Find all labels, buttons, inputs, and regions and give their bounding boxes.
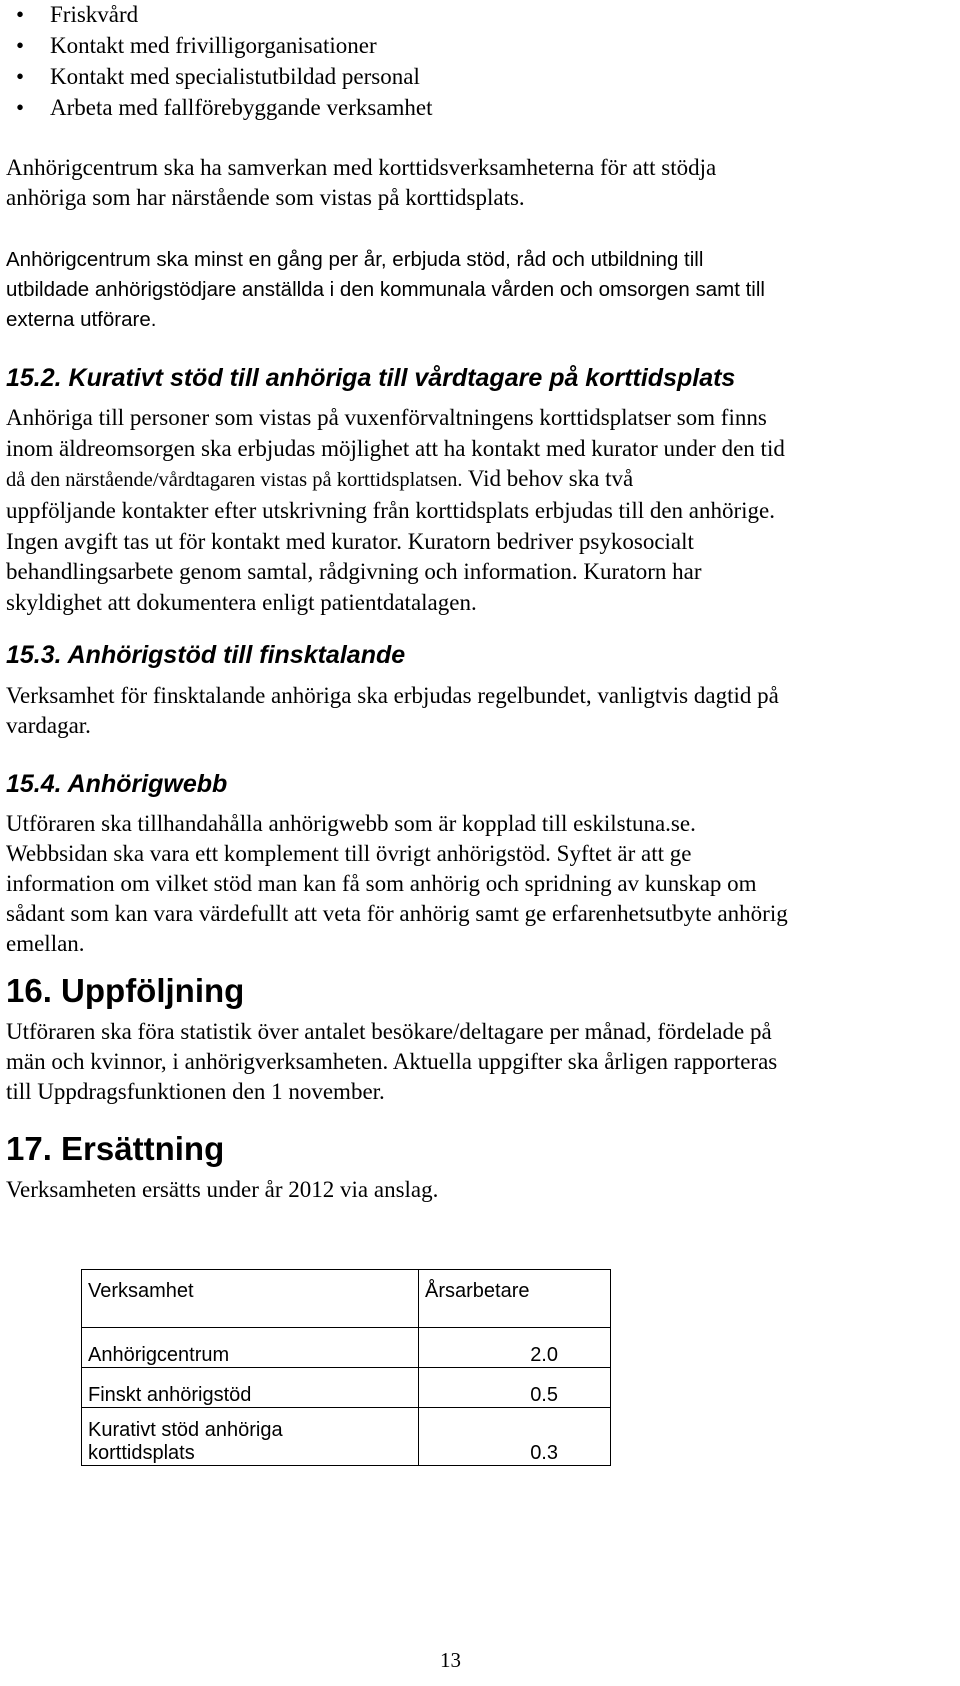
page-number: 13: [440, 1648, 461, 1672]
bullet-icon: •: [16, 2, 25, 27]
list-item: • Friskvård: [50, 0, 138, 30]
table-header-cell: Årsarbetare: [419, 1270, 611, 1328]
section-heading-15-2: 15.2. Kurativt stöd till anhöriga till vårdtagare på korttidsplats: [6, 364, 736, 392]
section-heading-16: 16. Uppföljning: [6, 972, 245, 1009]
table-cell-name: Kurativt stöd anhöriga korttidsplats: [82, 1408, 419, 1466]
table-cell-value: 0.5: [419, 1368, 611, 1408]
bullet-icon: •: [16, 64, 25, 89]
bullet-icon: •: [16, 95, 25, 120]
section-heading-15-3: 15.3. Anhörigstöd till finsktalande: [6, 641, 406, 669]
section-15-4-text: Utföraren ska tillhandahålla anhörigwebb som är kopplad till eskilstuna.se. Webbsidan ska vara ett komplement till övrigt anhörigstöd. Syftet är att ge information om vilket stöd man kan få som anhörig och spridning av kunskap om sådant som kan vara värdefullt att veta för anhörig samt ge erfarenhetsutbyte anhörig emellan.: [6, 811, 788, 956]
section-heading-15-4: 15.4. Anhörigwebb: [6, 770, 228, 798]
table-header-cell: Verksamhet: [82, 1270, 419, 1328]
bullet-icon: •: [16, 33, 25, 58]
section-15-3-text: Verksamhet för finsktalande anhöriga ska erbjudas regelbundet, vanligtvis dagtid på vardagar.: [6, 683, 779, 738]
list-item: • Kontakt med specialistutbildad personal: [50, 62, 420, 92]
table-cell-value: 2.0: [419, 1328, 611, 1368]
intro-paragraph-1: Anhörigcentrum ska ha samverkan med korttidsverksamheterna för att stödja anhöriga som har närstående som vistas på korttidsplats.: [6, 155, 717, 210]
intro-paragraph-2: Anhörigcentrum ska minst en gång per år, erbjuda stöd, råd och utbildning till utbildade anhörigstödjare anställda i den kommunala vården och omsorgen samt till externa utförare.: [6, 248, 765, 331]
table-row: [82, 1368, 611, 1408]
allocation-table: [81, 1269, 611, 1466]
list-item: • Arbeta med fallförebyggande verksamhet: [50, 93, 433, 123]
table-cell-name: Anhörigcentrum: [82, 1328, 419, 1368]
table-header-row: [82, 1270, 611, 1328]
table-row: [82, 1328, 611, 1368]
section-17-text: Verksamheten ersätts under år 2012 via anslag.: [6, 1177, 439, 1202]
section-15-2-text: Anhöriga till personer som vistas på vuxenförvaltningens korttidsplatser som finns inom äldreomsorgen ska erbjudas möjlighet att ha kontakt med kurator under den tid då den närstående/vårdtagaren vistas på korttidsplatsen. Vid behov ska två uppföljande kontakter efter utskrivning från korttidsplats erbjudas till den anhörige. Ingen avgift tas ut för kontakt med kurator. Kuratorn bedriver psykosocialt behandlingsarbete genom samtal, rådgivning och information. Kuratorn har skyldighet att dokumentera enligt patientdatalagen.: [6, 405, 785, 615]
list-item: • Kontakt med frivilligorganisationer: [50, 31, 377, 61]
table-row: [82, 1408, 611, 1466]
table-cell-name: Finskt anhörigstöd: [82, 1368, 419, 1408]
section-16-text: Utföraren ska föra statistik över antalet besökare/deltagare per månad, fördelade på män och kvinnor, i anhörigverksamheten. Aktuella uppgifter ska årligen rapporteras till Uppdragsfunktionen den 1 november.: [6, 1019, 778, 1104]
table-cell-value: 0.3: [419, 1408, 611, 1466]
section-heading-17: 17. Ersättning: [6, 1130, 225, 1167]
